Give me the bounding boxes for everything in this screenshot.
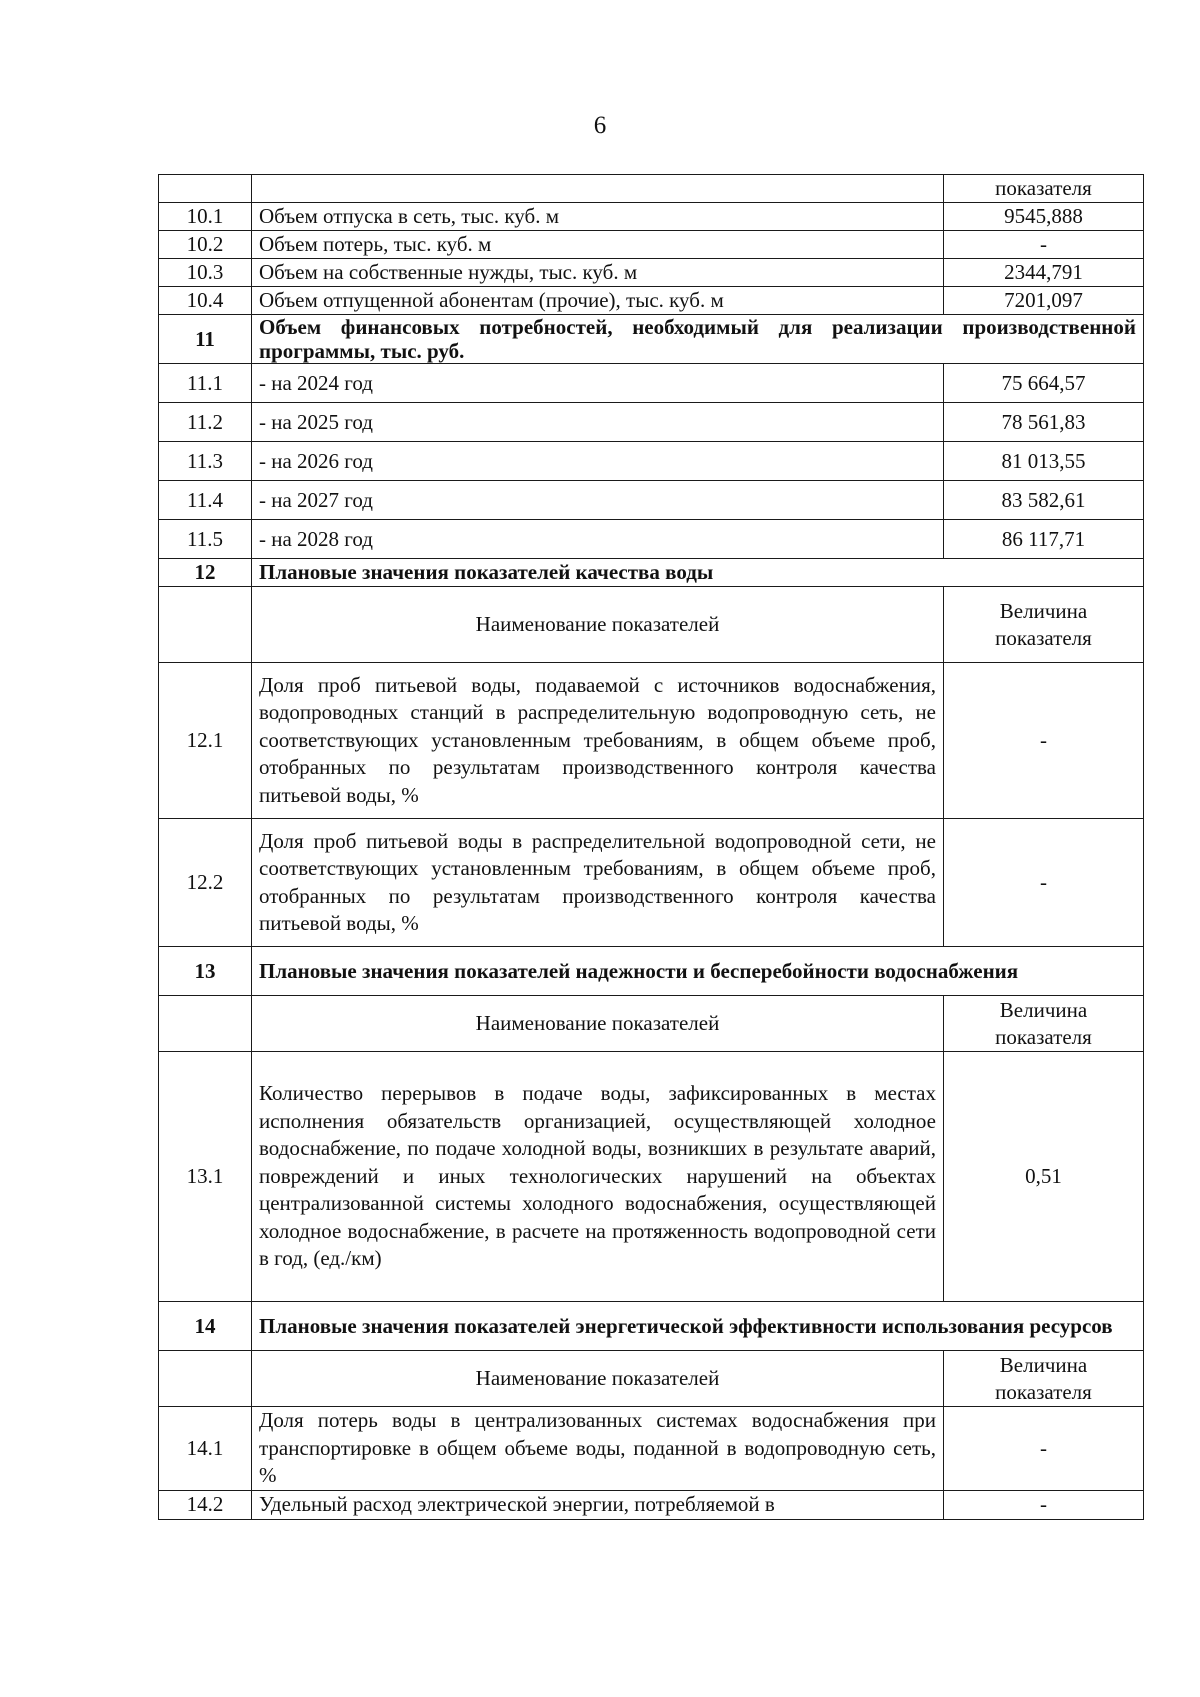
table-row — [159, 819, 1144, 947]
row-value: 75 664,57 — [944, 364, 1144, 403]
row-value: 83 582,61 — [944, 481, 1144, 520]
section-title: Объем финансовых потребностей, необходимый для реализации производственной программы, тыс. руб. — [252, 315, 1144, 364]
row-number: 12.1 — [159, 663, 252, 819]
row-value: 0,51 — [944, 1052, 1144, 1302]
table-row — [159, 663, 1144, 819]
section-title: Плановые значения показателей качества воды — [252, 559, 1144, 587]
row-label: Доля проб питьевой воды в распределительной водопроводной сети, не соответствующих установленным требованиям, в общем объеме проб, отобранных по результатам производственного контроля качества питьевой воды, % — [252, 819, 944, 947]
row-value: 81 013,55 — [944, 442, 1144, 481]
row-number: 12.2 — [159, 819, 252, 947]
row-label: Количество перерывов в подаче воды, зафиксированных в местах исполнения обязательств организацией, осуществляющей холодное водоснабжение, по подаче холодной воды, возникших в результате аварий, повреждений и иных технологических нарушений на объектах централизованной системы холодного водоснабжения, осуществляющей холодное водоснабжение, в расчете на протяженность водопроводной сети в год, (ед./км) — [252, 1052, 944, 1302]
table-header-row — [159, 1351, 1144, 1407]
section-title: Плановые значения показателей надежности и бесперебойности водоснабжения — [252, 947, 1144, 996]
row-number: 10.4 — [159, 287, 252, 315]
header-value-cell: показателя — [944, 175, 1144, 203]
table-header-row — [159, 996, 1144, 1052]
row-value: 9545,888 — [944, 203, 1144, 231]
section-row — [159, 1302, 1144, 1351]
section-number: 13 — [159, 947, 252, 996]
row-number: 10.2 — [159, 231, 252, 259]
section-row — [159, 559, 1144, 587]
row-label: Объем отпущенной абонентам (прочие), тыс. куб. м — [252, 287, 944, 315]
table-row — [159, 481, 1144, 520]
row-label: Объем отпуска в сеть, тыс. куб. м — [252, 203, 944, 231]
row-label: - на 2027 год — [252, 481, 944, 520]
table-row — [159, 403, 1144, 442]
row-number: 11.3 — [159, 442, 252, 481]
table-row — [159, 1407, 1144, 1491]
table-row — [159, 1491, 1144, 1520]
row-value: - — [944, 1407, 1144, 1491]
row-value: 7201,097 — [944, 287, 1144, 315]
row-number: 14.2 — [159, 1491, 252, 1520]
row-number: 14.1 — [159, 1407, 252, 1491]
page-number: 6 — [593, 112, 607, 139]
row-label: Объем на собственные нужды, тыс. куб. м — [252, 259, 944, 287]
cell-num-empty — [159, 587, 252, 663]
table-row — [159, 231, 1144, 259]
cell-num-empty — [159, 1351, 252, 1407]
header-name: Наименование показателей — [252, 996, 944, 1052]
indicators-table — [158, 174, 1144, 1520]
row-number: 13.1 — [159, 1052, 252, 1302]
row-value: - — [944, 231, 1144, 259]
section-number: 11 — [159, 315, 252, 364]
row-value: - — [944, 1491, 1144, 1520]
header-value: Величина показателя — [944, 1351, 1144, 1407]
row-label: Объем потерь, тыс. куб. м — [252, 231, 944, 259]
table-row — [159, 520, 1144, 559]
row-number: 11.5 — [159, 520, 252, 559]
table-row — [159, 175, 1144, 203]
table-row — [159, 259, 1144, 287]
header-name: Наименование показателей — [252, 587, 944, 663]
table-row — [159, 203, 1144, 231]
row-value: - — [944, 663, 1144, 819]
section-row — [159, 947, 1144, 996]
section-number: 14 — [159, 1302, 252, 1351]
section-number: 12 — [159, 559, 252, 587]
table-header-row — [159, 587, 1144, 663]
section-row — [159, 315, 1144, 364]
row-number: 10.3 — [159, 259, 252, 287]
row-value: 2344,791 — [944, 259, 1144, 287]
row-number: 11.2 — [159, 403, 252, 442]
header-value: Величина показателя — [944, 996, 1144, 1052]
row-label: Доля проб питьевой воды, подаваемой с источников водоснабжения, водопроводных станций в распределительную водопроводную сеть, не соответствующих установленным требованиям, в общем объеме проб, отобранных по результатам производственного контроля качества питьевой воды, % — [252, 663, 944, 819]
row-number: 10.1 — [159, 203, 252, 231]
table-row — [159, 1052, 1144, 1302]
cell-label-empty — [252, 175, 944, 203]
table-row — [159, 364, 1144, 403]
row-value: 86 117,71 — [944, 520, 1144, 559]
header-name: Наименование показателей — [252, 1351, 944, 1407]
header-value: Величина показателя — [944, 587, 1144, 663]
table-row — [159, 287, 1144, 315]
row-label: - на 2024 год — [252, 364, 944, 403]
section-title: Плановые значения показателей энергетической эффективности использования ресурсов — [252, 1302, 1144, 1351]
row-label: Доля потерь воды в централизованных системах водоснабжения при транспортировке в общем объеме воды, поданной в водопроводную сеть, % — [252, 1407, 944, 1491]
cell-num-empty — [159, 996, 252, 1052]
row-label: Удельный расход электрической энергии, потребляемой в — [252, 1491, 944, 1520]
row-value: - — [944, 819, 1144, 947]
table-row — [159, 442, 1144, 481]
cell-num-empty — [159, 175, 252, 203]
row-number: 11.4 — [159, 481, 252, 520]
row-label: - на 2026 год — [252, 442, 944, 481]
row-label: - на 2025 год — [252, 403, 944, 442]
row-value: 78 561,83 — [944, 403, 1144, 442]
row-number: 11.1 — [159, 364, 252, 403]
row-label: - на 2028 год — [252, 520, 944, 559]
